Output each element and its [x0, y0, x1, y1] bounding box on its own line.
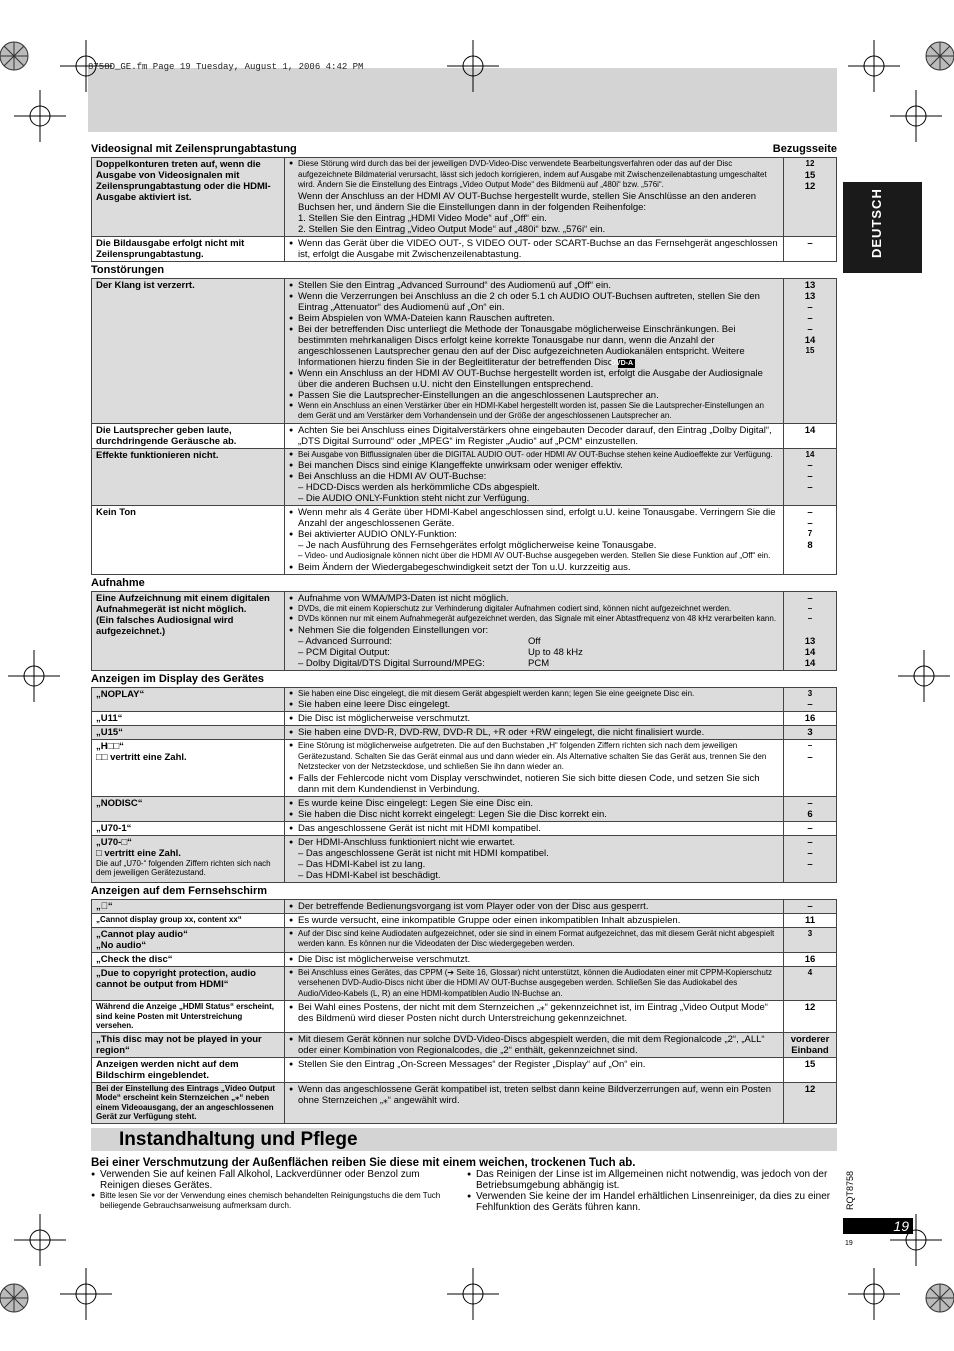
solution-text: Eine Störung ist möglicherweise aufgetreten. Die auf den Buchstaben „H“ folgenden Ziffern richten sich nach dem jeweiligen Gerätezustand. Schalten Sie das Gerät einmal aus und dann wieder ein. Als Alternative schalten Sie das Gerät aus, trennen Sie den Netzstecker von der Netzsteckdose, und schließen Sie ihn dann wieder an. [298, 741, 767, 771]
solution-item [289, 507, 779, 529]
solution-item [289, 291, 779, 313]
table-row [92, 423, 837, 448]
registration-mark-icon [447, 1268, 499, 1320]
solution-item [289, 915, 779, 926]
table-row [92, 591, 837, 670]
solution-text: DVDs können nur mit einem Aufnahmegerät aufgezeichnet werden, das Signale mit einer Abtastfrequenz von 48 kHz verarbeiten kann. [298, 614, 777, 623]
problem-cell: „U70-1“ [92, 821, 285, 835]
reference-page: – [807, 614, 813, 623]
reference-cell [784, 1032, 837, 1057]
reference-cell [784, 835, 837, 882]
reference-page: 16 [804, 953, 816, 965]
reference-cell [784, 591, 837, 670]
troubleshooting-table [91, 278, 837, 575]
reference-page: 14 [804, 334, 816, 346]
table-row [92, 927, 837, 952]
solution-item [289, 1059, 779, 1070]
registration-mark-icon [848, 40, 900, 92]
solution-item [289, 658, 779, 669]
solution-cell [285, 448, 784, 506]
reference-header: Bezugsseite [772, 143, 837, 155]
reference-page: – [807, 301, 813, 313]
solution-cell [285, 236, 784, 261]
table-row [92, 821, 837, 835]
solution-text: Diese Störung wird durch das bei der jeweiligen DVD-Video-Disc verwendete Bearbeitungsverfahren oder das auf der Disc aufgezeichnete Bildmaterial verursacht, lässt sich jedoch korrigieren, indem auf Ausgabe mit Zwischenzeilenabtastung umgeschaltet wird. Ändern Sie die Einstellung des Eintrags „Video Output Mode“ des Bildmenü auf „480i“ bzw. „576i“. [298, 159, 767, 189]
problem-cell: „U11“ [92, 712, 285, 726]
solution-item [289, 773, 779, 795]
solution-text: Wenn die Verzerrungen bei Anschluss an die 2 ch oder 5.1 ch AUDIO OUT-Buchsen auftreten, stellen Sie den Eintrag „Attenuator“ des Audiomenü auf „On“ ein. [298, 290, 760, 313]
solution-item [289, 713, 779, 724]
reference-page: 14 [805, 449, 815, 459]
reference-page: – [807, 797, 813, 809]
reference-cell [784, 506, 837, 575]
solution-cell [285, 952, 784, 966]
solution-text: Wenn ein Anschluss an einen Verstärker über ein HDMI-Kabel hergestellt worden ist, passen Sie die Lautsprecher-Einstellungen an dem Gerät und am Verstärker dem Vorhandensein und der Größe der angeschlossenen Lautsprecher an. [298, 400, 764, 420]
registration-mark-icon [898, 650, 950, 702]
care-item: ● Bitte lesen Sie vor der Verwendung eines chemisch behandelten Reinigungstuchs die dem Tuch beiliegende Gebrauchsanweisung aufmerksam durch. [91, 1191, 461, 1212]
reference-page: – [807, 847, 813, 859]
solution-cell [285, 423, 784, 448]
problem-cell: Anzeigen werden nicht auf dem Bildschirm eingeblendet. [92, 1057, 285, 1082]
solution-text: – HDCD-Discs werden als herkömmliche CDs abgespielt. [298, 482, 540, 493]
problem-cell: „This disc may not be played in your region“ [92, 1032, 285, 1057]
table-row [92, 448, 837, 506]
solution-text: Stellen Sie den Eintrag „On-Screen Messages“ der Register „Display“ auf „On“ ein. [298, 1058, 646, 1070]
problem-cell: „U70-□“ □ vertritt eine Zahl. Die auf „U70-“ folgenden Ziffern richten sich nach dem jeweiligen Gerätezustand. [92, 835, 285, 882]
troubleshooting-table [91, 687, 837, 883]
solution-item [289, 727, 779, 738]
solution-text: Bei Wahl eines Postens, der nicht mit dem Sternzeichen „⁎“ gekennzeichnet ist, im Eintrag „Video Output Mode“ des Bildmenü wird dieser Posten nicht durch Unterstreichung gekennzeichnet. [298, 1002, 768, 1024]
solution-item [289, 968, 779, 1000]
troubleshooting-content [91, 141, 837, 1213]
solution-item [289, 647, 779, 658]
care-item: ● Verwenden Sie keine der im Handel erhältlichen Linsenreiniger, da dies zu einer Fehlfunktion des Geräts führen kann. [467, 1191, 837, 1213]
solution-text: Wenn mehr als 4 Geräte über HDMI-Kabel angeschlossen sind, erfolgt u.U. keine Tonausgabe. Verringern Sie die Anzahl der angeschlossenen Geräte. [298, 507, 776, 529]
registration-mark-icon [60, 1268, 112, 1320]
troubleshooting-table [91, 899, 837, 1124]
problem-note: Die auf „U70-“ folgenden Ziffern richten sich nach dem jeweiligen Gerätezustand. [96, 858, 271, 877]
solution-text: Sie haben eine leere Disc eingelegt. [298, 699, 451, 710]
language-tab [843, 182, 922, 273]
solution-text: 1. Stellen Sie den Eintrag „HDMI Video Mode“ auf „Off“ ein. [298, 212, 547, 224]
solution-cell [285, 821, 784, 835]
section-heading [91, 885, 837, 898]
problem-cell: „NOPLAY“ [92, 687, 285, 712]
reference-cell [784, 821, 837, 835]
reference-page: vorderer Einband [790, 1033, 830, 1056]
solution-text: Bei aktivierter AUDIO ONLY-Funktion: [298, 529, 457, 540]
care-columns [91, 1169, 837, 1213]
solution-item [289, 191, 779, 213]
solution-text: Aufnahme von WMA/MP3-Daten ist nicht möglich. [298, 592, 509, 604]
reference-page: 14 [804, 646, 816, 658]
problem-cell: Die Bildausgabe erfolgt nicht mit Zeilensprungabtastung. [92, 236, 285, 261]
setting-name: – Advanced Surround: [298, 635, 393, 647]
reference-page: – [807, 603, 813, 613]
solution-item [289, 401, 779, 422]
solution-item [289, 390, 779, 401]
table-row [92, 740, 837, 797]
solution-item [289, 471, 779, 482]
solution-cell [285, 899, 784, 913]
reference-page: – [807, 836, 813, 848]
reference-page: 13 [804, 635, 816, 647]
table-row [92, 158, 837, 237]
solution-text: Wenn das angeschlossene Gerät kompatibel ist, treten selbst dann keine Bildverzerrungen auf, wenn ein Posten ohne Sternzeichen „⁎“ angewählt wird. [298, 1083, 771, 1106]
page-number-small: 19 [845, 1240, 853, 1247]
problem-cell: Doppelkonturen treten auf, wenn die Ausgabe von Videosignalen mit Zeilensprungabtastung oder die HDMI-Ausgabe aktiviert ist. [92, 158, 285, 237]
troubleshooting-table [91, 157, 837, 262]
reference-cell [784, 158, 837, 237]
table-row [92, 1082, 837, 1123]
color-wheel-icon [914, 1278, 954, 1318]
reference-page: 15 [804, 1058, 816, 1070]
problem-cell: Bei der Einstellung des Eintrags „Video Output Mode“ erscheint kein Sternzeichen „⁎“ neben einem Videoausgang, der an angeschlossenen Gerät zur Verfügung steht. [92, 1082, 285, 1123]
section-title: Tonstörungen [91, 263, 165, 276]
problem-cell: Kein Ton [92, 506, 285, 575]
reference-page: – [807, 741, 813, 750]
solution-item [289, 1034, 779, 1056]
solution-item [289, 493, 779, 504]
section-heading [91, 577, 837, 590]
reference-page: – [807, 312, 813, 324]
reference-cell [784, 236, 837, 261]
reference-page: – [807, 460, 813, 471]
solution-cell [285, 966, 784, 1001]
reference-page: 3 [807, 688, 813, 698]
care-left-column [91, 1169, 461, 1213]
reference-page: 15 [805, 345, 815, 355]
table-row [92, 1032, 837, 1057]
solution-text: Sie haben eine Disc eingelegt, die mit diesem Gerät abgespielt werden kann; legen Sie eine geeignete Disc ein. [298, 688, 695, 698]
problem-cell: Während die Anzeige „HDMI Status“ erscheint, sind keine Posten mit Unterstreichung versehen. [92, 1001, 285, 1033]
solution-text: Es wurde versucht, eine inkompatible Gruppe oder einen inkompatiblen Inhalt abzuspielen. [298, 914, 681, 926]
dvd-audio-badge: DVD-A [610, 359, 634, 367]
solution-text: Stellen Sie den Eintrag „Advanced Surround“ des Audiomenü auf „Off“ ein. [298, 279, 611, 291]
solution-item [289, 954, 779, 965]
solution-item [289, 551, 779, 562]
registration-mark-icon [890, 90, 942, 142]
care-item: ● Verwenden Sie auf keinen Fall Alkohol, Lackverdünner oder Benzol zum Reinigen dieses Gerätes. [91, 1169, 461, 1191]
reference-page: – [807, 699, 813, 710]
problem-cell: „Check the disc“ [92, 952, 285, 966]
solution-cell [285, 796, 784, 821]
reference-cell [784, 913, 837, 927]
solution-item [289, 859, 779, 870]
reference-page: 12 [805, 159, 815, 168]
solution-cell [285, 1032, 784, 1057]
care-right-column [467, 1169, 837, 1213]
reference-cell [784, 1057, 837, 1082]
care-subtitle: Bei einer Verschmutzung der Außenflächen reiben Sie diese mit einem weichen, trockenen Tuch ab. [91, 1156, 636, 1169]
problem-cell: Die Lautsprecher geben laute, durchdringende Geräusche ab. [92, 423, 285, 448]
solution-text: Bei manchen Discs sind einige Klangeffekte unwirksam oder weniger effektiv. [298, 460, 623, 471]
table-row [92, 1001, 837, 1033]
solution-item [289, 689, 779, 700]
solution-item [289, 1002, 779, 1024]
reference-page: 16 [804, 713, 816, 724]
solution-item [289, 741, 779, 773]
registration-mark-icon [14, 90, 66, 142]
solution-text: Wenn ein Anschluss an der HDMI AV OUT-Buchse hergestellt worden ist, erfolgt die Ausgabe der Audiosignale über die anderen Buchsen u.U. nicht den Einstellungen entsprechend. [298, 367, 763, 390]
reference-page: 3 [807, 928, 813, 938]
care-item: ● Das Reinigen der Linse ist im Allgemeinen nicht notwendig, was jedoch von der Betriebsumgebung abhängig ist. [467, 1169, 837, 1191]
reference-page: – [807, 751, 813, 763]
section-title: Anzeigen auf dem Fernsehschirm [91, 884, 268, 897]
reference-cell [784, 726, 837, 740]
solution-item [289, 870, 779, 881]
table-row [92, 712, 837, 726]
solution-cell [285, 278, 784, 423]
registration-mark-icon [14, 1214, 66, 1266]
solution-text: Wenn das Gerät über die VIDEO OUT-, S VIDEO OUT- oder SCART-Buchse an das Fernsehgerät angeschlossen ist, erfolgt die Ausgabe mit Zwischenzeilenabtastung. [298, 237, 778, 260]
reference-page: – [807, 518, 813, 529]
reference-page: 6 [807, 808, 813, 820]
solution-cell [285, 591, 784, 670]
solution-item [289, 280, 779, 291]
solution-text: 2. Stellen Sie den Eintrag „Video Output Mode“ auf „480i“ bzw. „576i“ ein. [298, 223, 606, 235]
reference-cell [784, 1082, 837, 1123]
table-row [92, 966, 837, 1001]
solution-item [289, 540, 779, 551]
setting-value: PCM [528, 657, 550, 669]
setting-name: – PCM Digital Output: [298, 646, 390, 658]
solution-text: Beim Abspielen von WMA-Dateien kann Rauschen auftreten. [298, 312, 555, 324]
reference-page: 12 [804, 1002, 816, 1013]
solution-item [289, 901, 779, 912]
solution-item [289, 1084, 779, 1106]
solution-item [289, 593, 779, 604]
reference-page: – [807, 822, 813, 834]
table-row [92, 835, 837, 882]
table-row [92, 1057, 837, 1082]
solution-item [289, 848, 779, 859]
solution-item [289, 313, 779, 324]
reference-page: 13 [804, 279, 816, 291]
reference-cell [784, 1001, 837, 1033]
solution-item [289, 368, 779, 390]
reference-page: 13 [804, 290, 816, 302]
solution-item [289, 450, 779, 461]
color-wheel-icon [914, 36, 954, 76]
solution-text: Auf der Disc sind keine Audiodaten aufgezeichnet, oder sie sind in einem Format aufgezeichnet, das mit diesem Gerät nicht abgespielt werden kann. Es können nur die Videodaten der Disc wiedergegeben werden. [298, 928, 775, 948]
solution-text: Der HDMI-Anschluss funktioniert nicht wie erwartet. [298, 836, 515, 848]
reference-page: 15 [804, 169, 816, 181]
care-title: Instandhaltung und Pflege [91, 1128, 837, 1151]
solution-item [289, 224, 779, 235]
reference-cell [784, 423, 837, 448]
reference-page: – [807, 900, 813, 912]
table-row [92, 913, 837, 927]
table-row [92, 899, 837, 913]
reference-page: 3 [807, 727, 813, 738]
reference-page: – [807, 323, 813, 335]
registration-mark-icon [8, 650, 60, 702]
solution-cell [285, 506, 784, 575]
solution-text: Bei Ausgabe von Bitflussignalen über die DIGITAL AUDIO OUT- oder HDMI AV OUT-Buchse stehen keine Audioeffekte zur Verfügung. [298, 449, 773, 459]
problem-cell: „Due to copyright protection, audio cannot be output from HDMI“ [92, 966, 285, 1001]
problem-cell: „NODISC“ [92, 796, 285, 821]
solution-item [289, 809, 779, 820]
solution-item [289, 823, 779, 834]
registration-mark-icon [848, 1268, 900, 1320]
solution-item [289, 929, 779, 950]
problem-cell: „Cannot play audio“ „No audio“ [92, 927, 285, 952]
setting-value: Up to 48 kHz [528, 646, 583, 658]
solution-text: – Das HDMI-Kabel ist zu lang. [298, 858, 426, 870]
reference-page: 7 [807, 529, 813, 538]
solution-text: Sie haben die Disc nicht korrekt eingelegt: Legen Sie die Disc korrekt ein. [298, 808, 607, 820]
solution-text: Die Disc ist möglicherweise verschmutzt. [298, 953, 471, 965]
problem-cell: „U15“ [92, 726, 285, 740]
solution-item [289, 798, 779, 809]
solution-text: Das angeschlossene Gerät ist nicht mit HDMI kompatibel. [298, 822, 541, 834]
solution-item [289, 562, 779, 573]
reference-page: 14 [804, 424, 816, 436]
solution-text: – Je nach Ausführung des Fernsehgerätes erfolgt möglicherweise keine Tonausgabe. [298, 540, 657, 551]
registration-mark-icon [447, 40, 499, 92]
solution-text: Nehmen Sie die folgenden Einstellungen vor: [298, 624, 489, 636]
file-info: 8758D_GE.fm Page 19 Tuesday, August 1, 2006 4:42 PM [88, 62, 364, 72]
reference-page: 11 [804, 914, 816, 926]
setting-name: – Dolby Digital/DTS Digital Surround/MPEG: [298, 657, 485, 669]
reference-page: – [807, 471, 813, 482]
problem-cell: „Cannot display group xx, content xx“ [92, 913, 285, 927]
solution-text: Bei Anschluss an die HDMI AV OUT-Buchse: [298, 471, 487, 482]
reference-page: 4 [807, 967, 813, 977]
reference-cell [784, 952, 837, 966]
solution-item [289, 604, 779, 615]
reference-cell [784, 796, 837, 821]
solution-text: Es wurde keine Disc eingelegt: Legen Sie eine Disc ein. [298, 797, 533, 809]
solution-item [289, 159, 779, 191]
section-heading [91, 673, 837, 686]
solution-text: Achten Sie bei Anschluss eines Digitalverstärkers ohne eingebauten Decoder darauf, den Eintrag „Dolby Digital“, „DTS Digital Surround“ oder „MPEG“ im Register „Audio“ auf „PCM“ einzustellen. [298, 424, 772, 447]
solution-item [289, 625, 779, 636]
registration-mark-icon [60, 40, 112, 92]
solution-text: Bei der betreffenden Disc unterliegt die Methode der Tonausgabe möglicherweise Einschränkungen. Bei bestimmten mehrkanaligen Discs erfolgt keine korrekte Tonausgabe nur dann, wenn die Anzahl der angeschlossenen Lautsprecher genau den auf der Disc aufgezeichneten Audiokanälen entspricht. Weitere Informationen hierzu finden Sie in der Begleitliteratur der betreffenden Disc. [298, 323, 745, 368]
problem-cell: „⃠“ [92, 899, 285, 913]
reference-cell [784, 927, 837, 952]
reference-page: 12 [804, 180, 816, 192]
solution-cell [285, 1001, 784, 1033]
reference-page: 14 [804, 657, 816, 669]
reference-page [788, 625, 832, 636]
reference-cell [784, 712, 837, 726]
solution-text: DVDs, die mit einem Kopierschutz zur Verhinderung digitaler Aufnahmen codiert sind, können nicht aufgezeichnet werden. [298, 603, 732, 613]
section-heading [91, 143, 837, 156]
solution-text: Sie haben eine DVD-R, DVD-RW, DVD-R DL, +R oder +RW eingelegt, die nicht finalisiert wurde. [298, 727, 705, 738]
solution-item [289, 324, 779, 368]
solution-item [289, 529, 779, 540]
table-row [92, 687, 837, 712]
reference-cell [784, 966, 837, 1001]
reference-cell [784, 278, 837, 423]
problem-cell: Der Klang ist verzerrt. [92, 278, 285, 423]
setting-value: Off [528, 635, 541, 647]
solution-text: Bei Anschluss eines Gerätes, das CPPM (➔ Seite 16, Glossar) nicht unterstützt, können die Audiodaten einer mit CPPM-Kopierschutz versehenen DVD-Audio-Discs nicht über die HDMI AV OUT-Buchse ausgegeben werden. Schließen Sie das Audiokabel des Audio/Video-Kabels (L, R) an eine HDMI-kompatiblen Audio IN-Buchse an. [298, 967, 773, 998]
reference-cell [784, 687, 837, 712]
solution-item [289, 636, 779, 647]
solution-text: Der betreffende Bedienungsvorgang ist vom Player oder von der Disc aus gesperrt. [298, 900, 649, 912]
table-row [92, 236, 837, 261]
solution-cell [285, 1057, 784, 1082]
solution-text: Falls der Fehlercode nicht vom Display verschwindet, notieren Sie sich bitte diesen Code, und setzen Sie sich dann mit dem Kundendienst in Verbindung. [298, 772, 760, 795]
section-title: Aufnahme [91, 576, 145, 589]
problem-cell: Eine Aufzeichnung mit einem digitalen Aufnahmegerät ist nicht möglich. (Ein falsches Audiosignal wird aufgezeichnet.) [92, 591, 285, 670]
reference-cell [784, 740, 837, 797]
reference-cell [784, 899, 837, 913]
problem-cell: „H□□“ □□ vertritt eine Zahl. [92, 740, 285, 797]
solution-text: Die Disc ist möglicherweise verschmutzt. [298, 713, 471, 724]
section-title: Videosignal mit Zeilensprungabtastung [91, 143, 297, 155]
table-row [92, 952, 837, 966]
solution-cell [285, 687, 784, 712]
reference-page: – [807, 592, 813, 604]
solution-item [289, 482, 779, 493]
solution-text: – Das HDMI-Kabel ist beschädigt. [298, 869, 441, 881]
solution-text: – Video- und Audiosignale können nicht über die HDMI AV OUT-Buchse ausgegeben werden. Stellen Sie diese Funktion auf „Off“ ein. [298, 551, 771, 560]
solution-item [289, 425, 779, 447]
document-code: RQT8758 [845, 1170, 855, 1210]
solution-text: – Das angeschlossene Gerät ist nicht mit HDMI kompatibel. [298, 847, 549, 859]
solution-item [289, 238, 779, 260]
reference-cell [784, 448, 837, 506]
troubleshooting-sections [91, 143, 837, 1124]
solution-cell [285, 913, 784, 927]
solution-cell [285, 835, 784, 882]
table-row [92, 506, 837, 575]
section-heading [91, 264, 837, 277]
solution-cell [285, 726, 784, 740]
reference-page: – [807, 237, 813, 249]
solution-item [289, 614, 779, 625]
section-title: Anzeigen im Display des Gerätes [91, 672, 265, 685]
reference-page: 12 [804, 1083, 816, 1095]
page-number: 19 [843, 1218, 913, 1234]
solution-cell [285, 712, 784, 726]
color-wheel-icon [0, 36, 40, 76]
reference-page: 8 [807, 539, 813, 551]
solution-text: Passen Sie die Lautsprecher-Einstellungen an die angeschlossenen Lautsprecher an. [298, 389, 659, 401]
solution-cell [285, 1082, 784, 1123]
solution-cell [285, 158, 784, 237]
solution-item [289, 837, 779, 848]
table-row [92, 796, 837, 821]
solution-item [289, 699, 779, 710]
solution-text: Beim Ändern der Wiedergabegeschwindigkeit setzt der Ton u.U. kurzzeitig aus. [298, 561, 631, 573]
solution-item [289, 460, 779, 471]
table-row [92, 726, 837, 740]
solution-cell [285, 740, 784, 797]
solution-item [289, 213, 779, 224]
solution-cell [285, 927, 784, 952]
problem-cell: Effekte funktionieren nicht. [92, 448, 285, 506]
language-tab-label: DEUTSCH [869, 188, 884, 258]
reference-page: – [807, 507, 813, 518]
solution-text: Mit diesem Gerät können nur solche DVD-Video-Discs abgespielt werden, die mit dem Regionalcode „2“, „ALL“ oder einer Kombination von Regionalcodes, die „2“ enthält, gekennzeichnet sind. [298, 1033, 765, 1056]
reference-page: – [807, 858, 813, 870]
reference-page: – [807, 482, 813, 493]
table-row [92, 278, 837, 423]
troubleshooting-table [91, 591, 837, 671]
solution-text: – Die AUDIO ONLY-Funktion steht nicht zur Verfügung. [298, 493, 530, 504]
solution-text: Wenn der Anschluss an der HDMI AV OUT-Buchse hergestellt wurde, stellen Sie Anschlüsse an den anderen Buchsen her, und ändern Sie die Einstellungen dann in der folgenden Reihenfolge: [298, 190, 757, 213]
color-wheel-icon [0, 1278, 40, 1318]
